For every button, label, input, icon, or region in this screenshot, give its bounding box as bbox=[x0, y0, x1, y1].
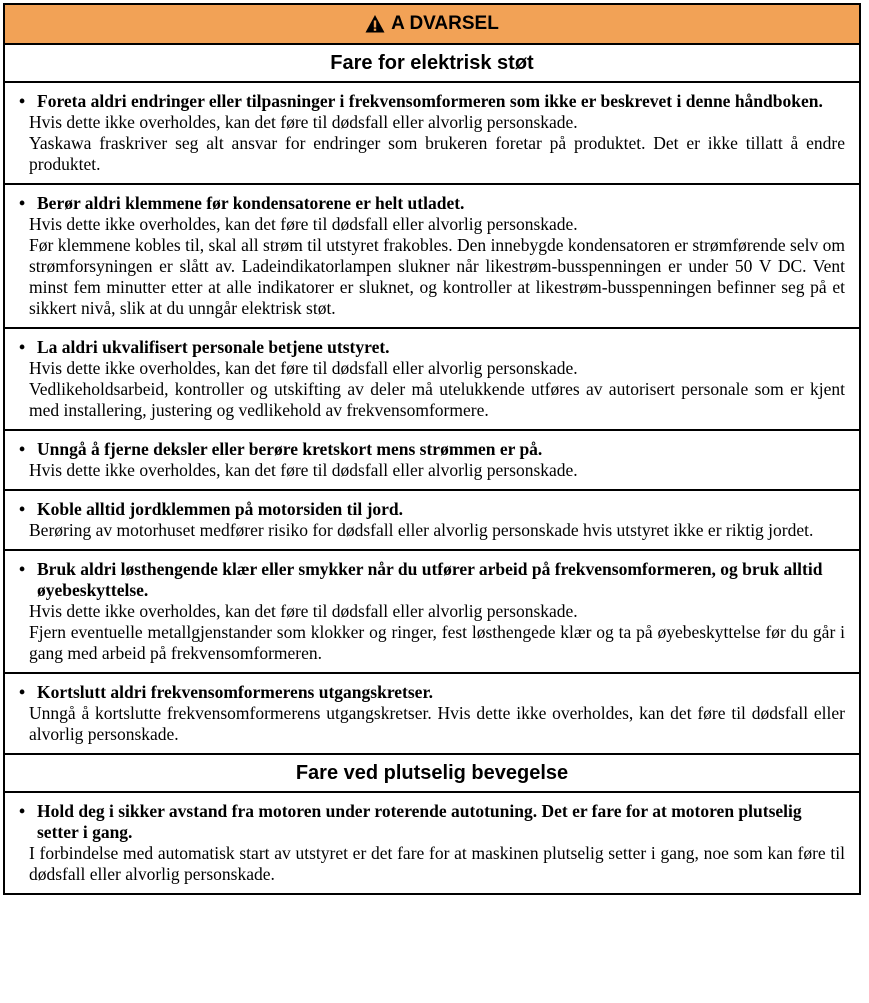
warning-triangle-icon bbox=[365, 14, 385, 34]
item-paragraph: Hvis dette ikke overholdes, kan det føre til dødsfall eller alvorlig personskade. bbox=[29, 214, 578, 234]
warning-item: • Foreta aldri endringer eller tilpasninger i frekvensomformeren som ikke er beskrevet i denne håndboken. Hvis dette ikke overholdes, kan det føre til dødsfall eller alvorlig personskade. Yaskawa fraskriver seg alt ansvar for endringer som brukeren foretar på produktet. Det er ikke tillatt å endre produktet. bbox=[5, 83, 859, 185]
item-paragraph: Før klemmene kobles til, skal all strøm til utstyret frakobles. Den innebygde kondensatoren er strømførende selv om strømforsyningen er slått av. Ladeindikatorlampen slukner når likestrøm-busspenningen er under 50 V DC. Vent minst fem minutter etter at alle indikatorer er sluknet, og kontroller at likestrøm-busspenningen befinner seg på et sikkert nivå, slik at du unngår elektrisk støt. bbox=[29, 235, 845, 318]
warning-item: • Berør aldri klemmene før kondensatorene er helt utladet. Hvis dette ikke overholdes, kan det føre til dødsfall eller alvorlig personskade. Før klemmene kobles til, skal all strøm til utstyret frakobles. Den innebygde kondensatoren er strømførende selv om strømforsyningen er slått av. Ladeindikatorlampen slukner når likestrøm-busspenningen er under 50 V DC. Vent minst fem minutter etter at alle indikatorer er sluknet, og kontroller at likestrøm-busspenningen befinner seg på et sikkert nivå, slik at du unngår elektrisk støt. bbox=[5, 185, 859, 329]
item-paragraph: Unngå å kortslutte frekvensomformerens utgangskretser. Hvis dette ikke overholdes, kan det føre til dødsfall eller alvorlig personskade. bbox=[29, 703, 845, 744]
item-paragraph: Hvis dette ikke overholdes, kan det føre til dødsfall eller alvorlig personskade. bbox=[29, 460, 578, 480]
warning-item: • Hold deg i sikker avstand fra motoren under roterende autotuning. Det er fare for at motoren plutselig setter i gang. I forbindelse med automatisk start av utstyret er det fare for at maskinen plutselig setter i gang, noe som kan føre til dødsfall eller alvorlig personskade. bbox=[19, 801, 845, 884]
warning-item: • Unngå å fjerne deksler eller berøre kretskort mens strømmen er på. Hvis dette ikke overholdes, kan det føre til dødsfall eller alvorlig personskade. bbox=[5, 431, 859, 491]
item-paragraph: Yaskawa fraskriver seg alt ansvar for endringer som brukeren foretar på produktet. Det er ikke tillatt å endre produktet. bbox=[29, 133, 845, 174]
item-heading: Unngå å fjerne deksler eller berøre kretskort mens strømmen er på. bbox=[37, 439, 543, 459]
item-paragraph: Vedlikeholdsarbeid, kontroller og utskifting av deler må utelukkende utføres av autorisert personale som er kjent med installering, justering og vedlikehold av frekvensomformere. bbox=[29, 379, 845, 420]
item-paragraph: Hvis dette ikke overholdes, kan det føre til dødsfall eller alvorlig personskade. bbox=[29, 112, 578, 132]
item-heading: Berør aldri klemmene før kondensatorene er helt utladet. bbox=[37, 193, 465, 213]
item-heading: Hold deg i sikker avstand fra motoren under roterende autotuning. Det er fare for at motoren plutselig setter i gang. bbox=[37, 801, 802, 842]
item-heading: Koble alltid jordklemmen på motorsiden til jord. bbox=[37, 499, 404, 519]
warning-box bbox=[3, 3, 861, 895]
warning-item: • Koble alltid jordklemmen på motorsiden til jord. Berøring av motorhuset medfører risiko for dødsfall eller alvorlig personskade hvis utstyret ikke er riktig jordet. bbox=[5, 491, 859, 551]
section-title-electric-shock: Fare for elektrisk støt bbox=[5, 45, 859, 83]
item-heading: Foreta aldri endringer eller tilpasninger i frekvensomformeren som ikke er beskrevet i denne håndboken. bbox=[37, 91, 823, 111]
warning-header bbox=[5, 5, 859, 45]
item-heading: Kortslutt aldri frekvensomformerens utgangskretser. bbox=[37, 682, 433, 702]
warning-item: • Kortslutt aldri frekvensomformerens utgangskretser. Unngå å kortslutte frekvensomformerens utgangskretser. Hvis dette ikke overholdes, kan det føre til dødsfall eller alvorlig personskade. bbox=[5, 674, 859, 755]
item-heading: La aldri ukvalifisert personale betjene utstyret. bbox=[37, 337, 390, 357]
item-paragraph: Hvis dette ikke overholdes, kan det føre til dødsfall eller alvorlig personskade. bbox=[29, 601, 578, 621]
warning-item: • La aldri ukvalifisert personale betjene utstyret. Hvis dette ikke overholdes, kan det føre til dødsfall eller alvorlig personskade. Vedlikeholdsarbeid, kontroller og utskifting av deler må utelukkende utføres av autorisert personale som er kjent med installering, justering og vedlikehold av frekvensomformere. bbox=[5, 329, 859, 431]
warning-item: • Bruk aldri løsthengende klær eller smykker når du utfører arbeid på frekvensomformeren, og bruk alltid øyebeskyttelse. Hvis dette ikke overholdes, kan det føre til dødsfall eller alvorlig personskade. Fjern eventuelle metallgjenstander som klokker og ringer, fest løsthengede klær og ta på øyebeskyttelse før du går i gang med arbeid på frekvensomformeren. bbox=[5, 551, 859, 674]
item-heading: Bruk aldri løsthengende klær eller smykker når du utfører arbeid på frekvensomformeren, og bruk alltid øyebeskyttelse. bbox=[37, 559, 823, 600]
item-paragraph: I forbindelse med automatisk start av utstyret er det fare for at maskinen plutselig setter i gang, noe som kan føre til dødsfall eller alvorlig personskade. bbox=[29, 843, 845, 884]
item-paragraph: Berøring av motorhuset medfører risiko for dødsfall eller alvorlig personskade hvis utstyret ikke er riktig jordet. bbox=[29, 520, 814, 540]
section-title-sudden-movement: Fare ved plutselig bevegelse bbox=[5, 755, 859, 793]
item-paragraph: Fjern eventuelle metallgjenstander som klokker og ringer, fest løsthengede klær og ta på øyebeskyttelse før du går i gang med arbeid på frekvensomformeren. bbox=[29, 622, 845, 663]
warning-title: A DVARSEL bbox=[391, 13, 499, 34]
item-paragraph: Hvis dette ikke overholdes, kan det føre til dødsfall eller alvorlig personskade. bbox=[29, 358, 578, 378]
